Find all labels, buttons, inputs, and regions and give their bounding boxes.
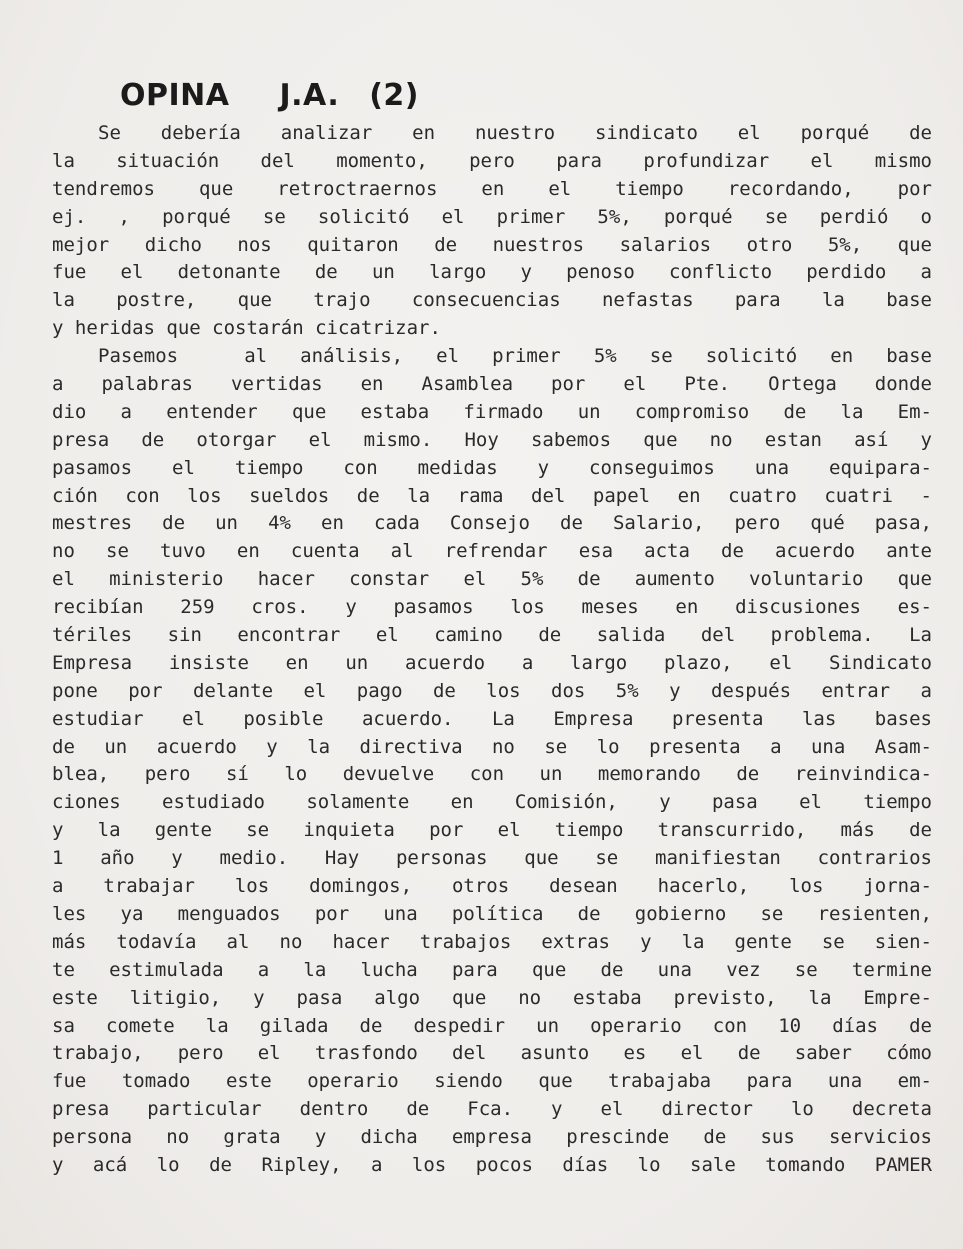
text-line: y la gente se inquieta por el tiempo transcurrido, más de	[52, 819, 932, 842]
text-line: tériles sin encontrar el camino de salida del problema. La	[52, 624, 932, 647]
text-line: sa comete la gilada de despedir un operario con 10 días de	[52, 1014, 932, 1037]
text-line: les ya menguados por una política de gobierno se resienten,	[52, 902, 932, 925]
text-line: Se debería analizar en nuestro sindicato el porqué de	[98, 122, 932, 144]
text-line: blea, pero sí lo devuelve con un memorando de reinvindica-	[52, 763, 932, 786]
text-line: presa de otorgar el mismo. Hoy sabemos que no estan así y	[52, 428, 932, 451]
text-line: este litigio, y pasa algo que no estaba previsto, la Empre-	[52, 986, 932, 1009]
text-line: ej. , porqué se solicitó el primer 5%, porqué se perdió o	[52, 205, 932, 228]
document-body	[52, 120, 932, 1180]
text-line: la situación del momento, pero para profundizar el mismo	[52, 149, 932, 172]
text-line: mestres de un 4% en cada Consejo de Salario, pero qué pasa,	[52, 512, 932, 535]
text-line: y acá lo de Ripley, a los pocos días lo sale tomando PAMER	[52, 1153, 932, 1176]
text-line: dio a entender que estaba firmado un compromiso de la Em-	[52, 400, 932, 423]
text-line: pone por delante el pago de los dos 5% y después entrar a	[52, 679, 932, 702]
title-initials: J.A.	[279, 78, 340, 113]
text-line: fue tomado este operario siendo que trabajaba para una em-	[52, 1070, 932, 1093]
text-line: recibían 259 cros. y pasamos los meses en discusiones es-	[52, 596, 932, 619]
text-line: no se tuvo en cuenta al refrendar esa acta de acuerdo ante	[52, 540, 932, 563]
text-line: más todavía al no hacer trabajos extras y la gente se sien-	[52, 930, 932, 953]
text-line: tendremos que retroctraernos en el tiempo recordando, por	[52, 177, 932, 200]
text-line: el ministerio hacer constar el 5% de aumento voluntario que	[52, 568, 932, 591]
text-line: a trabajar los domingos, otros desean hacerlo, los jorna-	[52, 875, 932, 898]
text-line: ción con los sueldos de la rama del papel en cuatro cuatri -	[52, 484, 932, 507]
text-line: presa particular dentro de Fca. y el director lo decreta	[52, 1098, 932, 1121]
text-line: trabajo, pero el trasfondo del asunto es el de saber cómo	[52, 1042, 932, 1065]
text-line: persona no grata y dicha empresa prescinde de sus servicios	[52, 1126, 932, 1149]
text-line: estudiar el posible acuerdo. La Empresa presenta las bases	[52, 707, 932, 730]
title-word-opina: OPINA	[120, 78, 230, 113]
document-title	[120, 78, 419, 113]
text-line: la postre, que trajo consecuencias nefastas para la base	[52, 289, 932, 312]
text-line: a palabras vertidas en Asamblea por el Pte. Ortega donde	[52, 373, 932, 396]
text-line: Empresa insiste en un acuerdo a largo plazo, el Sindicato	[52, 651, 932, 674]
text-line: Pasemos al análisis, el primer 5% se solicitó en base	[98, 345, 932, 368]
text-line: pasamos el tiempo con medidas y conseguimos una equipara-	[52, 456, 932, 479]
text-line: te estimulada a la lucha para que de una vez se termine	[52, 958, 932, 981]
text-line: 1 año y medio. Hay personas que se manifiestan contrarios	[52, 847, 932, 870]
text-line: y heridas que costarán cicatrizar.	[52, 317, 441, 340]
text-line: de un acuerdo y la directiva no se lo presenta a una Asam-	[52, 735, 932, 758]
text-line: mejor dicho nos quitaron de nuestros salarios otro 5%, que	[52, 233, 932, 256]
text-line: ciones estudiado solamente en Comisión, y pasa el tiempo	[52, 791, 932, 814]
text-line: fue el detonante de un largo y penoso conflicto perdido a	[52, 261, 932, 284]
title-part-number: (2)	[369, 78, 420, 113]
